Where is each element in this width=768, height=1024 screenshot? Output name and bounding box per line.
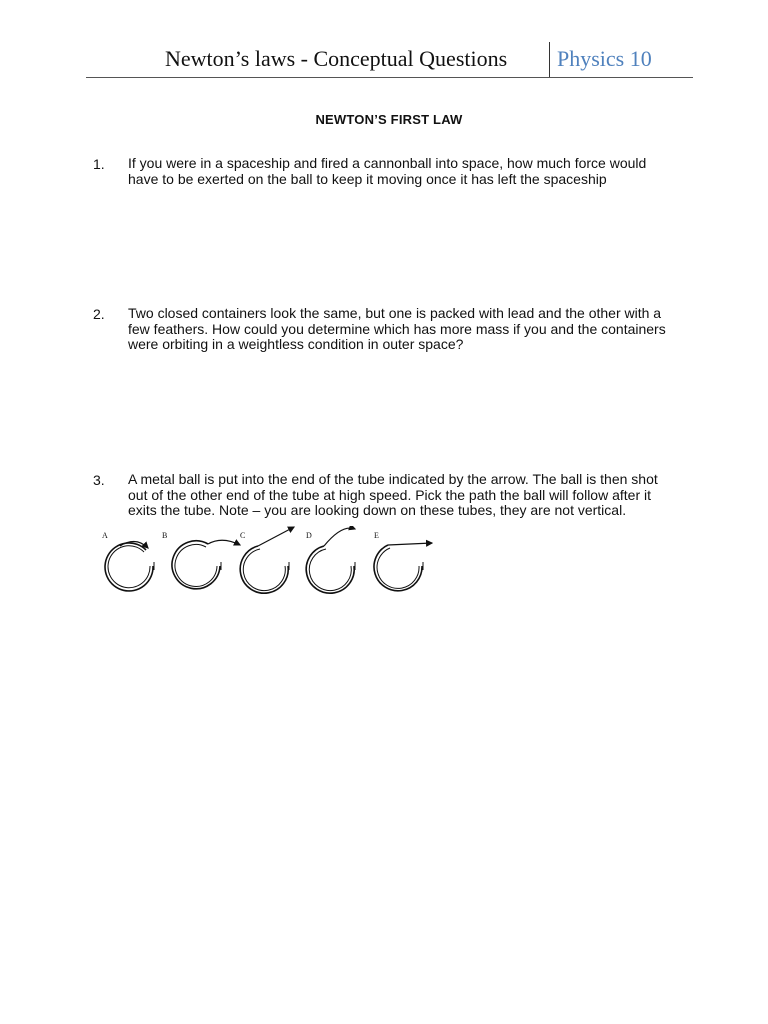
header-divider bbox=[549, 42, 550, 78]
option-c-tube-inner bbox=[243, 549, 285, 591]
option-e-diagram bbox=[374, 531, 432, 591]
question-2-line-3: were orbiting in a weightless condition in outer space? bbox=[128, 336, 464, 352]
option-b-label: B bbox=[162, 531, 168, 540]
option-d-diagram bbox=[306, 528, 355, 593]
tube-path-figure bbox=[98, 526, 438, 596]
option-c-label: C bbox=[240, 531, 246, 540]
section-heading: NEWTON’S FIRST LAW bbox=[315, 112, 463, 127]
option-b-tube-outer bbox=[172, 541, 220, 589]
question-2-line-2: few feathers. How could you determine which has more mass if you and the containers bbox=[128, 320, 666, 337]
option-e-tube-inner bbox=[377, 548, 419, 588]
option-e-tube-outer bbox=[374, 545, 422, 591]
option-a-label: A bbox=[102, 531, 108, 540]
question-3-number: 3. bbox=[93, 472, 105, 488]
question-2-number: 2. bbox=[93, 306, 105, 322]
option-a-tube-outer bbox=[105, 543, 153, 591]
option-b-diagram bbox=[162, 531, 240, 589]
header-rule bbox=[86, 77, 693, 78]
question-3-line-1: A metal ball is put into the end of the tube indicated by the arrow. The ball is then shot bbox=[128, 471, 658, 487]
option-b-path bbox=[208, 540, 240, 545]
question-3-line-2: out of the other end of the tube at high speed. Pick the path the ball will follow after it bbox=[128, 486, 651, 503]
option-d-path bbox=[324, 528, 355, 546]
question-3-line-3: exits the tube. Note – you are looking down on these tubes, they are not vertical. bbox=[128, 502, 627, 518]
question-3-text bbox=[128, 472, 688, 519]
question-2-line-1: Two closed containers look the same, but one is packed with lead and the other with a bbox=[128, 305, 662, 321]
header-subject: Physics 10 bbox=[557, 46, 652, 71]
header-title: Newton’s laws - Conceptual Questions bbox=[165, 46, 508, 71]
question-1-text bbox=[128, 156, 688, 187]
option-a-diagram bbox=[102, 531, 154, 591]
question-2-text bbox=[128, 306, 688, 353]
option-b-tube-inner bbox=[175, 544, 217, 586]
option-d-tube-outer bbox=[306, 546, 354, 593]
option-d-tube-inner bbox=[309, 549, 351, 591]
option-c-tube-outer bbox=[240, 546, 288, 593]
option-c-diagram bbox=[240, 527, 294, 593]
option-d-label: D bbox=[306, 531, 312, 540]
option-e-path bbox=[388, 543, 432, 545]
option-c-path bbox=[258, 527, 294, 546]
question-1-line-2: have to be exerted on the ball to keep it moving once it has left the spaceship bbox=[128, 170, 607, 187]
option-e-label: E bbox=[374, 531, 379, 540]
question-1-line-1: If you were in a spaceship and fired a cannonball into space, how much force would bbox=[128, 155, 647, 171]
option-a-tube-inner bbox=[108, 546, 150, 588]
question-1-number: 1. bbox=[93, 156, 105, 172]
